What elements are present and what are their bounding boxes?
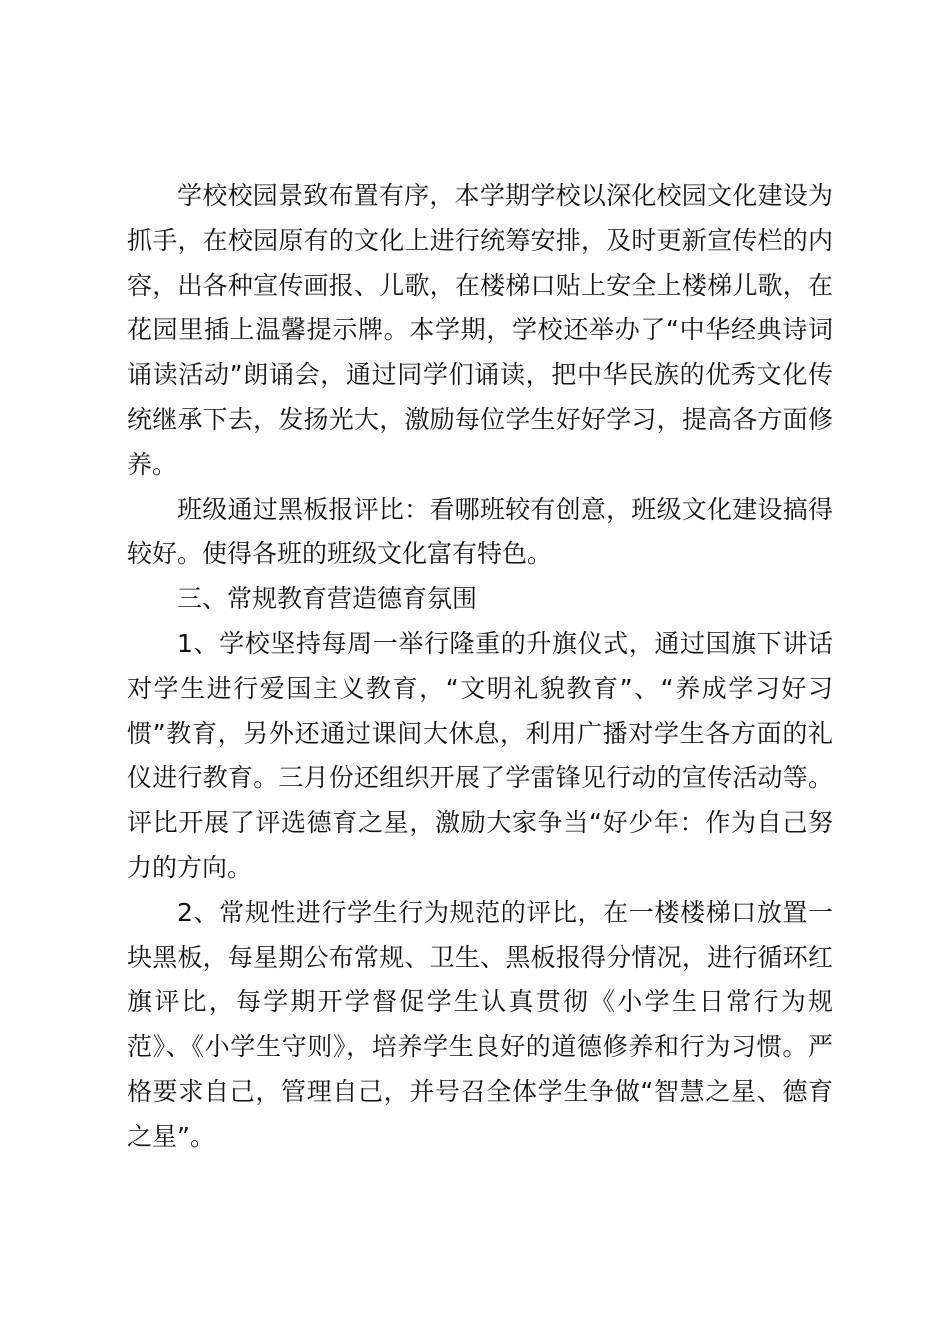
paragraph-item-2-behavior-evaluation: 2、常规性进行学生行为规范的评比，在一楼楼梯口放置一块黑板，每星期公布常规、卫生、黑板报得分情况，进行循环红旗评比，每学期开学督促学生认真贯彻《小学生日常行为规范》、《小学生守则》，培养学生良好的道德修养和行为习惯。严格要求自己，管理自己，并号召全体学生争做“智慧之星、德育之星”。 xyxy=(127,897,833,1151)
document-body xyxy=(127,174,833,1160)
paragraph-item-1-flag-ceremony: 1、学校坚持每周一举行隆重的升旗仪式，通过国旗下讲话对学生进行爱国主义教育，“文明礼貌教育”、“养成学习好习惯”教育，另外还通过课间大休息，利用广播对学生各方面的礼仪进行教育。三月份还组织开展了学雷锋见行动的宣传活动等。评比开展了评选德育之星，激励大家争当“好少年：作为自己努力的方向。 xyxy=(127,628,833,882)
section-heading-routine-education: 三、常规教育营造德育氛围 xyxy=(177,584,478,614)
paragraph-class-blackboard: 班级通过黑板报评比：看哪班较有创意，班级文化建设搞得较好。使得各班的班级文化富有特色。 xyxy=(127,494,833,569)
paragraph-campus-culture: 学校校园景致布置有序，本学期学校以深化校园文化建设为抓手，在校园原有的文化上进行统筹安排，及时更新宣传栏的内容，出各种宣传画报、儿歌，在楼梯口贴上安全上楼梯儿歌，在花园里插上温馨提示牌。本学期，学校还举办了“中华经典诗词诵读活动”朗诵会，通过同学们诵读，把中华民族的优秀文化传统继承下去，发扬光大，激励每位学生好好学习，提高各方面修养。 xyxy=(127,181,833,479)
